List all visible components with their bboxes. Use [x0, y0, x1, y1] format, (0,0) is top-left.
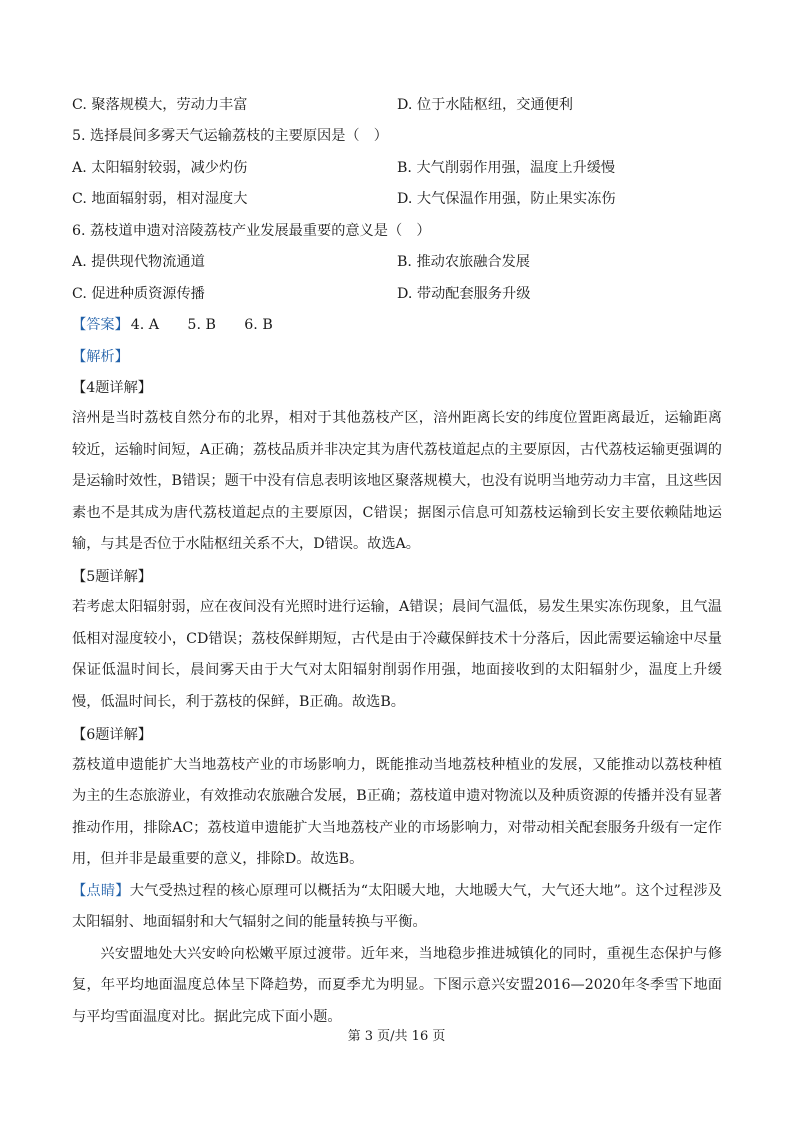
- q6-stem: 6. 荔枝道申遗对涪陵荔枝产业发展最重要的意义是（ ）: [72, 222, 431, 239]
- q4-option-d: D. 位于水陆枢纽，交通便利: [397, 96, 573, 113]
- answer-label: 【答案】: [72, 317, 129, 334]
- detail-6-label: 【6题详解】: [72, 726, 152, 743]
- answer-line: [72, 309, 722, 341]
- q6-option-a: A. 提供现代物流通道: [72, 254, 205, 271]
- q5-option-b: B. 大气削弱作用强，温度上升缓慢: [397, 159, 616, 176]
- q5-option-a: A. 太阳辐射较弱，减少灼伤: [72, 159, 248, 176]
- answer-text: 4. A 5. B 6. B: [130, 317, 273, 334]
- q6-options-row-cd: [72, 277, 722, 309]
- document-body: [72, 88, 722, 1033]
- q5-options-row-cd: [72, 183, 722, 215]
- detail-5-text: 若考虑太阳辐射弱，应在夜间没有光照时进行运输，A错误；晨间气温低，易发生果实冻伤现象，且气温低相对湿度较小，CD错误；荔枝保鲜期短，古代是由于冷藏保鲜技术十分落后，因此需要运输途中尽量保证低温时间长，晨间雾天由于大气对太阳辐射削弱作用强，地面接收到的太阳辐射少，温度上升缓慢，低温时间长，利于荔枝的保鲜，B正确。故选B。: [72, 599, 722, 710]
- tip-text: 大气受热过程的核心原理可以概括为“太阳暖大地，大地暖大气，大气还大地”。这个过程涉及太阳辐射、地面辐射和大气辐射之间的能量转换与平衡。: [72, 882, 722, 930]
- q4-options-row-cd: [72, 88, 722, 120]
- q5-stem: 5. 选择晨间多雾天气运输荔枝的主要原因是（ ）: [72, 128, 388, 145]
- q6-option-c: C. 促进种质资源传播: [72, 285, 205, 302]
- q6-option-b: B. 推动农旅融合发展: [397, 254, 530, 271]
- detail-4-text: 涪州是当时荔枝自然分布的北界，相对于其他荔枝产区，涪州距离长安的纬度位置距离最近，运输距离较近，运输时间短，A正确；荔枝品质并非决定其为唐代荔枝道起点的主要原因，古代荔枝运输更强调的是运输时效性，B错误；题干中没有信息表明该地区聚落规模大，也没有说明当地劳动力丰富，且这些因素也不是其成为唐代荔枝道起点的主要原因，C错误；据图示信息可知荔枝运输到长安主要依赖陆地运输，与其是否位于水陆枢纽关系不大，D错误。故选A。: [72, 410, 722, 552]
- q6-option-d: D. 带动配套服务升级: [397, 285, 531, 302]
- page-footer: 第 3 页/共 16 页: [347, 1029, 446, 1044]
- tip-label: 【点睛】: [72, 882, 130, 899]
- next-question-intro: 兴安盟地处大兴安岭向松嫩平原过渡带。近年来，当地稳步推进城镇化的同时，重视生态保护与修复，年平均地面温度总体呈下降趋势，而夏季尤为明显。下图示意兴安盟2016—2020年冬季雪下地面与平均雪面温度对比。据此完成下面小题。: [72, 945, 722, 1025]
- analysis-label: 【解析】: [72, 348, 129, 365]
- q6-options-row-ab: [72, 246, 722, 278]
- q5-options-row-ab: [72, 151, 722, 183]
- tip-paragraph: [72, 876, 722, 939]
- q5-option-c: C. 地面辐射弱，相对湿度大: [72, 191, 248, 208]
- detail-5-label: 【5题详解】: [72, 569, 152, 586]
- detail-6-text: 荔枝道申遗能扩大当地荔枝产业的市场影响力，既能推动当地荔枝种植业的发展，又能推动以荔枝种植为主的生态旅游业，有效推动农旅融合发展，B正确；荔枝道申遗对物流以及种质资源的传播并没有显著推动作用，排除AC；荔枝道申遗能扩大当地荔枝产业的市场影响力，对带动相关配套服务升级有一定作用，但并非是最重要的意义，排除D。故选B。: [72, 756, 722, 867]
- q5-option-d: D. 大气保温作用强，防止果实冻伤: [397, 191, 616, 208]
- detail-4-label: 【4题详解】: [72, 380, 152, 397]
- q4-option-c: C. 聚落规模大，劳动力丰富: [72, 96, 248, 113]
